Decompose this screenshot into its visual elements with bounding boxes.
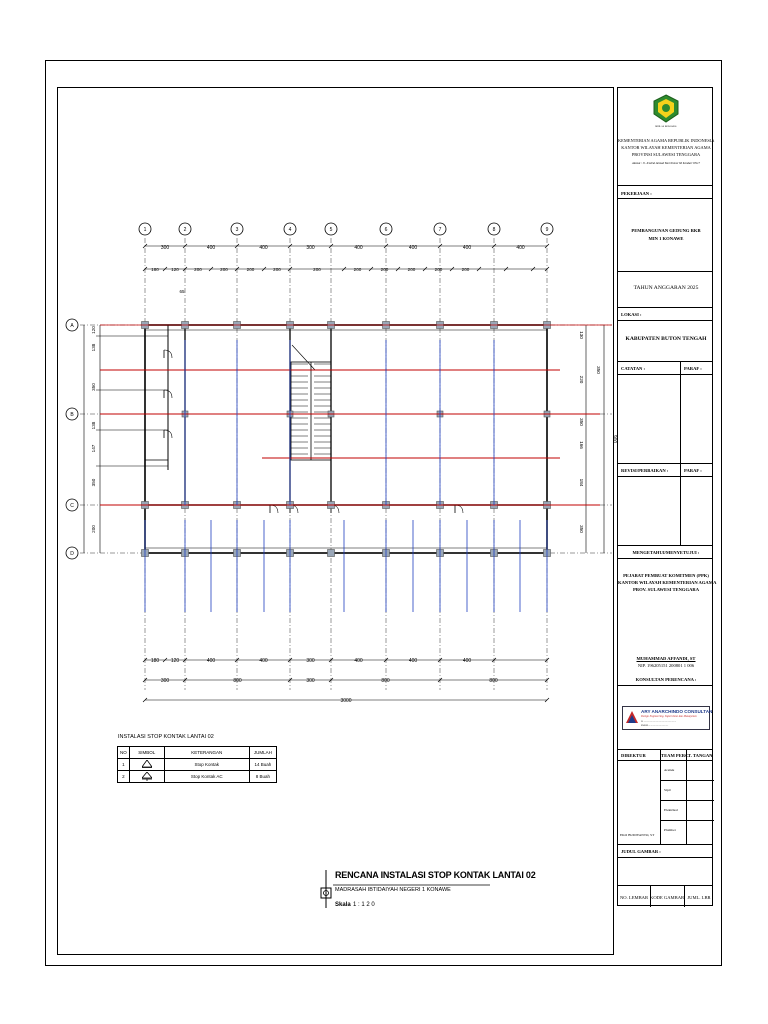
- team-member: Sipil: [664, 788, 671, 792]
- revisi-section: [618, 464, 712, 546]
- legend-header-desc: KETERANGAN: [164, 747, 249, 759]
- dimension-label: 400: [206, 658, 216, 664]
- dimension-label: 200: [194, 267, 202, 272]
- dimension-label: 200: [434, 267, 443, 272]
- approval-section: [618, 546, 717, 686]
- dimension-label: 120: [171, 267, 179, 272]
- catatan-label: CATATAN :: [621, 366, 646, 371]
- konsultan-label: KONSULTAN PERENCANA :: [635, 677, 697, 682]
- agency-header: [618, 88, 715, 186]
- dimension-label: 300: [160, 245, 170, 251]
- stair-arrow: [292, 345, 315, 370]
- consultant-email: EMAIL : ..............................: [641, 724, 669, 727]
- axis-label: A: [70, 323, 74, 329]
- emblem-motto: IKHLAS BERAMAL: [654, 125, 677, 128]
- dimension-label: 200: [220, 267, 228, 272]
- legend-desc: Stop Kontak AC: [164, 771, 249, 783]
- dimension-label: 300: [306, 245, 315, 251]
- dimension-label: 400: [206, 245, 216, 251]
- drawing-subtitle: MADRASAH IBTIDAIYAH NEGERI 1 KONAWE: [335, 887, 451, 893]
- lokasi-label: LOKASI :: [621, 312, 642, 317]
- legend-row: [118, 759, 277, 771]
- axis-label: D: [70, 551, 74, 557]
- dimension-label: 220: [579, 375, 584, 384]
- legend-header-no: NO: [118, 747, 130, 759]
- dimension-label: 800: [381, 678, 390, 684]
- dimension-label: 300: [306, 678, 315, 684]
- team-section: [618, 750, 712, 845]
- axis-label: 7: [438, 227, 442, 233]
- dimension-label: 300: [306, 658, 315, 664]
- judul-label: JUDUL GAMBAR :: [621, 849, 661, 854]
- axis-label: 1: [143, 227, 147, 233]
- kode-gambar-label: KODE GAMBAR: [650, 895, 685, 900]
- officer-nip: NIP. 196205151 200801 1 006: [637, 663, 695, 668]
- axis-label: 6: [384, 227, 388, 233]
- dimension-label: 147: [91, 444, 96, 453]
- lokasi-section: [618, 308, 712, 362]
- axis-label: 4: [288, 227, 292, 233]
- drawing-title: RENCANA INSTALASI STOP KONTAK LANTAI 02: [335, 870, 536, 880]
- dimension-label: 400: [462, 658, 472, 664]
- dimension-label: 200: [313, 267, 321, 272]
- axis-label: 9: [545, 227, 549, 233]
- title-block: [617, 87, 717, 906]
- dimension-label: 350: [91, 383, 96, 391]
- location-name: KABUPATEN BUTON TENGAH: [625, 336, 707, 342]
- dimension-label: 200: [461, 267, 470, 272]
- dimension-label: 350: [91, 478, 96, 487]
- scale-value: 1 : 1 2 0: [353, 902, 375, 908]
- consultant-name: ARY ANARCHINDO CONSULTAN: [641, 709, 713, 714]
- dimension-label: 120: [91, 326, 96, 334]
- judul-section: [618, 845, 712, 907]
- dimension-label: 200: [246, 267, 255, 272]
- consultant-address: Jl. ......................................................: [641, 720, 677, 723]
- team-member: Elektrikal: [664, 808, 678, 812]
- dimension-label: 350: [596, 366, 601, 374]
- legend-no: 2: [118, 771, 130, 783]
- dimension-label: 400: [354, 658, 363, 664]
- consultant-section: [618, 686, 712, 750]
- fiscal-year: TAHUN ANGGARAN 2025: [633, 285, 699, 291]
- axis-label: 8: [492, 227, 496, 233]
- axis-label: 5: [329, 227, 333, 233]
- team-member: Arsitek: [664, 768, 675, 772]
- team-perc-label: TEAM PERC.: [661, 753, 690, 758]
- legend-header-qty: JUMLAH: [249, 747, 276, 759]
- dimension-label: 300: [160, 678, 170, 684]
- axis-label: C: [70, 503, 74, 509]
- legend-header-symbol: SIMBOL: [129, 747, 164, 759]
- dimension-label: 200: [353, 267, 362, 272]
- dimension-label: 800: [489, 678, 498, 684]
- dimension-label: 200: [273, 267, 281, 272]
- dimension-label: 400: [259, 658, 268, 664]
- dimension-label: 3000: [340, 698, 352, 704]
- legend-qty: 8 Buah: [249, 771, 276, 783]
- ppk-line-3: PROV. SULAWESI TENGGARA: [632, 587, 700, 592]
- legend-row: [118, 771, 277, 783]
- dimension-label: 180: [150, 658, 160, 664]
- consultant-tagline: Design Engineering, Supervision dan Manajemen: [641, 715, 697, 718]
- officer-name: MUHAMMAD AFFANDI, ST: [636, 656, 696, 661]
- dimension-label: 138: [91, 343, 96, 352]
- door-swing: [455, 505, 463, 513]
- legend-no: 1: [118, 759, 130, 771]
- axis-label: B: [70, 412, 74, 418]
- t-tangan-label: T. TANGAN: [688, 753, 713, 758]
- project-line-1: PEMBANGUNAN GEDUNG RKB: [631, 228, 701, 233]
- dimension-label: 400: [259, 245, 268, 251]
- structural-column: [328, 550, 335, 557]
- paraf-label: PARAF :: [684, 366, 702, 371]
- consultant-logo: [622, 706, 713, 730]
- pekerjaan-section: [618, 186, 712, 272]
- juml-lbr-label: JUML. LBR: [687, 895, 711, 900]
- paraf-label-2: PARAF :: [684, 468, 702, 473]
- agency-address: Alamat : Jl. Jendral Ahmad Yani Nomor 66 Kendari 93117: [631, 161, 701, 165]
- consultant-logo-icon: [625, 710, 639, 724]
- dimension-label: 800: [233, 678, 242, 684]
- dimension-label: 138: [91, 421, 96, 430]
- door-swing: [270, 505, 278, 513]
- legend-title: INSTALASI STOP KONTAK LANTAI 02: [118, 734, 214, 740]
- dimension-label: 184: [579, 478, 584, 487]
- ppk-line-1: PEJABAT PEMBUAT KOMITMEN (PPK): [623, 573, 709, 578]
- exterior-wall: [145, 325, 547, 553]
- dimension-label: 900: [611, 434, 617, 444]
- year-section: [618, 272, 712, 308]
- legend-desc: Stop Kontak: [164, 759, 249, 771]
- dimension-label: 65: [179, 289, 185, 294]
- mengetahui-label: MENGETAHUI/MENYETUJUI :: [632, 550, 700, 555]
- dimension-label: 180: [151, 267, 159, 272]
- dimension-label: 350: [579, 525, 584, 533]
- dimension-label: 400: [354, 245, 363, 251]
- catatan-section: [618, 362, 712, 464]
- dimension-label: 200: [380, 267, 389, 272]
- dimension-label: 400: [408, 245, 418, 251]
- agency-line-3: PROVINSI SULAWESI TENGGARA: [631, 152, 701, 157]
- dimension-label: 200: [407, 267, 416, 272]
- revisi-label: REVISI/PERBAIKAN :: [621, 468, 669, 473]
- agency-line-2: KANTOR WILAYAH KEMENTERIAN AGAMA: [621, 145, 711, 150]
- dimension-label: 200: [91, 525, 96, 533]
- axis-label: 3: [235, 227, 239, 233]
- ac-outlet-symbol-icon: [129, 771, 164, 783]
- scale-label: Skala: [335, 902, 351, 908]
- dimension-label: 400: [516, 245, 525, 251]
- ministry-emblem-icon: [652, 94, 680, 124]
- team-member: Plumber: [664, 828, 676, 832]
- no-lembar-label: NO. LEMBAR: [619, 895, 649, 900]
- outlet-symbol-icon: [129, 759, 164, 771]
- dimension-label: 400: [462, 245, 472, 251]
- legend-table: [117, 746, 277, 783]
- dimension-label: 130: [579, 331, 584, 339]
- legend-qty: 14 Buah: [249, 759, 276, 771]
- director-name: EKO BUDIYANTO, ST: [620, 833, 655, 837]
- project-line-2: MIN 1 KONAWE: [648, 236, 684, 241]
- direktur-label: DIREKTUR: [621, 753, 646, 758]
- pekerjaan-label: PEKERJAAN :: [621, 191, 652, 196]
- dimension-label: 166: [579, 441, 584, 449]
- dimension-label: 350: [579, 418, 584, 426]
- dimension-label: 120: [170, 658, 180, 664]
- ppk-line-2: KANTOR WILAYAH KEMENTERIAN AGAMA: [618, 580, 717, 585]
- dimension-label: 400: [408, 658, 418, 664]
- axis-label: 2: [183, 227, 187, 233]
- agency-line-1: KEMENTERIAN AGAMA REPUBLIK INDONESIA: [618, 138, 715, 143]
